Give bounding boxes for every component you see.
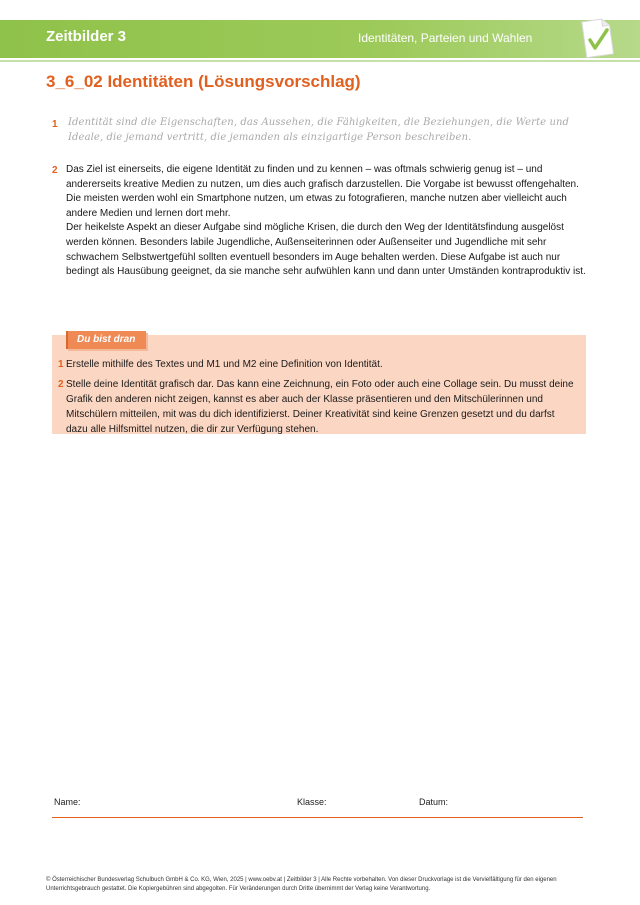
brand-title: Zeitbilder 3 <box>46 28 127 45</box>
copyright-notice: © Österreichischer Bundesverlag Schulbuch GmbH & Co. KG, Wien, 2025 | www.oebv.at | Zeitbilder 3 | Alle Rechte vorbehalten. Von dieser Druckvorlage ist die Vervielfältigung für den eigenen Unterrichtsgebrauch gestattet. Die Kopiergebühren sind abgegolten. Für Veränderungen durch Dritte übernimmt der Verlag keine Verantwortung. <box>46 877 557 892</box>
du-bist-dran-tab <box>66 331 146 349</box>
document-check-icon <box>578 14 616 60</box>
answer-2-paragraph: Der heikelste Aspekt an dieser Aufgabe sind mögliche Krisen, die durch den Weg der Identitätsfindung ausgelöst werden können. Besonders labile Jugendliche, Außenseiterinnen oder Außenseiter und Jugendliche mit sehr schwachem Selbstwertgefühl sollten eventuell besonders im Auge behalten werden. Diese Aufgabe ist auch nur bedingt als Hausübung geeignet, da sie manche sehr aufwühlen kann und dann unter Umständen kontraproduktiv ist. <box>66 222 586 278</box>
answer-2-paragraph: Das Ziel ist einerseits, die eigene Identität zu finden und zu kennen – was oftmals schwierig genug ist – und andererseits kreative Medien zu nutzen, um dies auch grafisch darzustellen. Die Vorgabe ist bewusst offengehalten. Die meisten werden wohl ein Smartphone nutzen, um etwas zu fotografieren, manche nutzen aber vielleicht auch andere Medien und lernen dort mehr. <box>66 164 579 219</box>
header-bar <box>0 20 640 58</box>
answer-2-text <box>66 163 586 280</box>
footer-divider <box>52 817 583 818</box>
task-number: 1 <box>58 359 64 370</box>
answer-1-handwritten: Identität sind die Eigenschaften, das Aussehen, die Fähigkeiten, die Beziehungen, die Werte und Ideale, die jemand vertritt, die jemanden als einzigartige Person beschreiben. <box>68 117 570 143</box>
task-number: 2 <box>58 379 64 390</box>
name-label: Name: <box>54 797 81 807</box>
answer-number: 1 <box>52 119 58 130</box>
class-label: Klasse: <box>297 797 327 807</box>
date-label: Datum: <box>419 797 449 807</box>
page-title: 3_6_02 Identitäten (Lösungsvorschlag) <box>46 72 361 91</box>
du-bist-dran-label: Du bist dran <box>77 334 136 345</box>
chapter-topic: Identitäten, Parteien und Wahlen <box>358 31 533 45</box>
task-2-text: Stelle deine Identität grafisch dar. Das kann eine Zeichnung, ein Foto oder auch eine Collage sein. Du musst deine Grafik den anderen nicht zeigen, kannst es aber auch der Klasse präsentieren und den Mitschülerinnen und Mitschülern mitteilen, mit was du dich identifizierst. Deiner Kreativität sind keine Grenzen gesetzt und du darfst dazu alle Hilfsmittel nutzen, die dir zur Verfügung stehen. <box>66 379 574 435</box>
task-1-text: Erstelle mithilfe des Textes und M1 und M2 eine Definition von Identität. <box>66 359 383 370</box>
answer-number: 2 <box>52 165 58 176</box>
